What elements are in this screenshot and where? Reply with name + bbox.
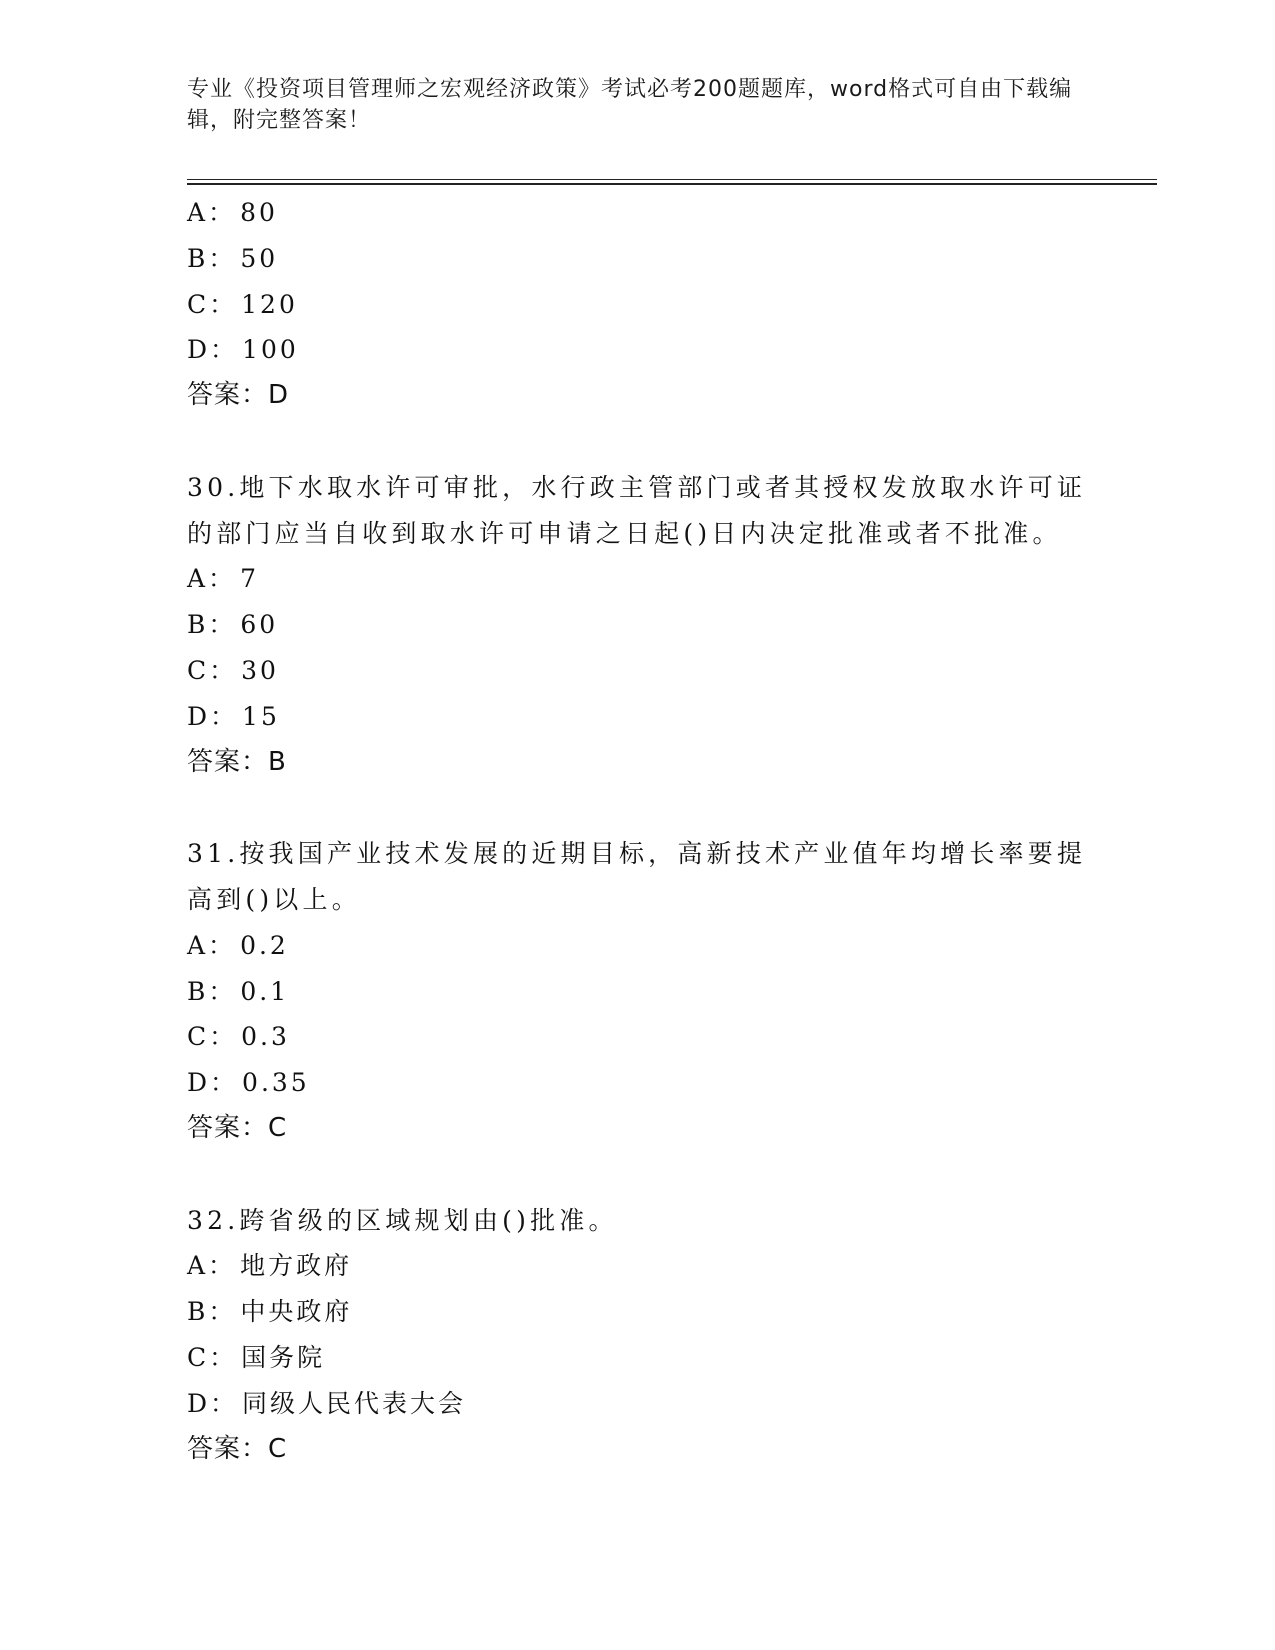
option-text: 0.35: [242, 1068, 310, 1098]
spacer: [187, 785, 1087, 831]
option-text: 中央政府: [240, 1297, 353, 1327]
option-a: [187, 190, 1087, 236]
option-c: [187, 1335, 1087, 1381]
answer-line: 答案：D: [187, 380, 290, 411]
option-a: [187, 556, 1087, 602]
option-text: 0.2: [240, 930, 289, 960]
question-29-continued: [187, 190, 1087, 419]
option-label: A：: [187, 930, 237, 960]
option-label: D：: [187, 1388, 239, 1418]
option-a: [187, 923, 1087, 969]
option-label: B：: [187, 243, 237, 273]
spacer: [187, 419, 1087, 465]
document-header: 专业《投资项目管理师之宏观经济政策》考试必考200题题库，word格式可自由下载编辑，附完整答案！: [187, 77, 1073, 133]
option-label: D：: [187, 701, 239, 731]
question-stem-line: 30.地下水取水许可审批，水行政主管部门或者其授权发放取水许可证: [187, 472, 1087, 502]
option-label: D：: [187, 1068, 239, 1098]
option-text: 60: [240, 610, 279, 640]
option-d: [187, 1381, 1087, 1427]
question-30: [187, 465, 1087, 786]
question-32: [187, 1198, 1087, 1473]
option-b: [187, 236, 1087, 282]
option-text: 30: [241, 655, 279, 685]
option-label: C：: [187, 1342, 238, 1372]
option-b: [187, 602, 1087, 648]
option-label: A：: [187, 198, 237, 227]
option-label: B：: [187, 610, 237, 640]
option-text: 120: [241, 289, 298, 319]
option-b: [187, 1289, 1087, 1335]
option-label: C：: [187, 1022, 238, 1052]
option-c: [187, 282, 1087, 328]
option-label: C：: [187, 289, 238, 319]
option-text: 国务院: [241, 1342, 326, 1372]
option-label: C：: [187, 655, 238, 685]
option-label: A：: [187, 1251, 237, 1281]
question-31: [187, 831, 1087, 1152]
question-stem-line: 的部门应当自收到取水许可申请之日起()日内决定批准或者不批准。: [187, 518, 1062, 548]
option-text: 0.3: [241, 1022, 290, 1052]
option-a: [187, 1243, 1087, 1289]
question-stem-line: 31.按我国产业技术发展的近期目标，高新技术产业值年均增长率要提: [187, 839, 1087, 869]
option-c: [187, 1014, 1087, 1060]
option-label: A：: [187, 564, 237, 594]
header-divider-thick: [187, 183, 1157, 185]
option-text: 50: [240, 243, 279, 273]
option-label: D：: [187, 335, 239, 365]
option-text: 地方政府: [240, 1251, 353, 1281]
answer-line: 答案：C: [187, 1433, 288, 1464]
question-list: [187, 190, 1087, 1472]
option-text: 7: [240, 564, 259, 594]
answer-line: 答案：B: [187, 746, 287, 777]
option-text: 15: [242, 701, 280, 731]
option-c: [187, 648, 1087, 694]
option-text: 0.1: [240, 976, 290, 1006]
option-d: [187, 327, 1087, 373]
option-text: 同级人民代表大会: [242, 1388, 467, 1418]
option-label: B：: [187, 1297, 237, 1327]
question-stem-line: 高到()以上。: [187, 884, 361, 914]
spacer: [187, 1152, 1087, 1198]
option-text: 100: [242, 335, 299, 365]
option-d: [187, 1060, 1087, 1106]
header-divider-thin: [187, 179, 1157, 180]
option-d: [187, 694, 1087, 740]
option-label: B：: [187, 976, 237, 1006]
question-stem-line: 32.跨省级的区域规划由()批准。: [187, 1205, 618, 1235]
answer-line: 答案：C: [187, 1112, 288, 1143]
option-b: [187, 969, 1087, 1015]
option-text: 80: [240, 198, 278, 227]
